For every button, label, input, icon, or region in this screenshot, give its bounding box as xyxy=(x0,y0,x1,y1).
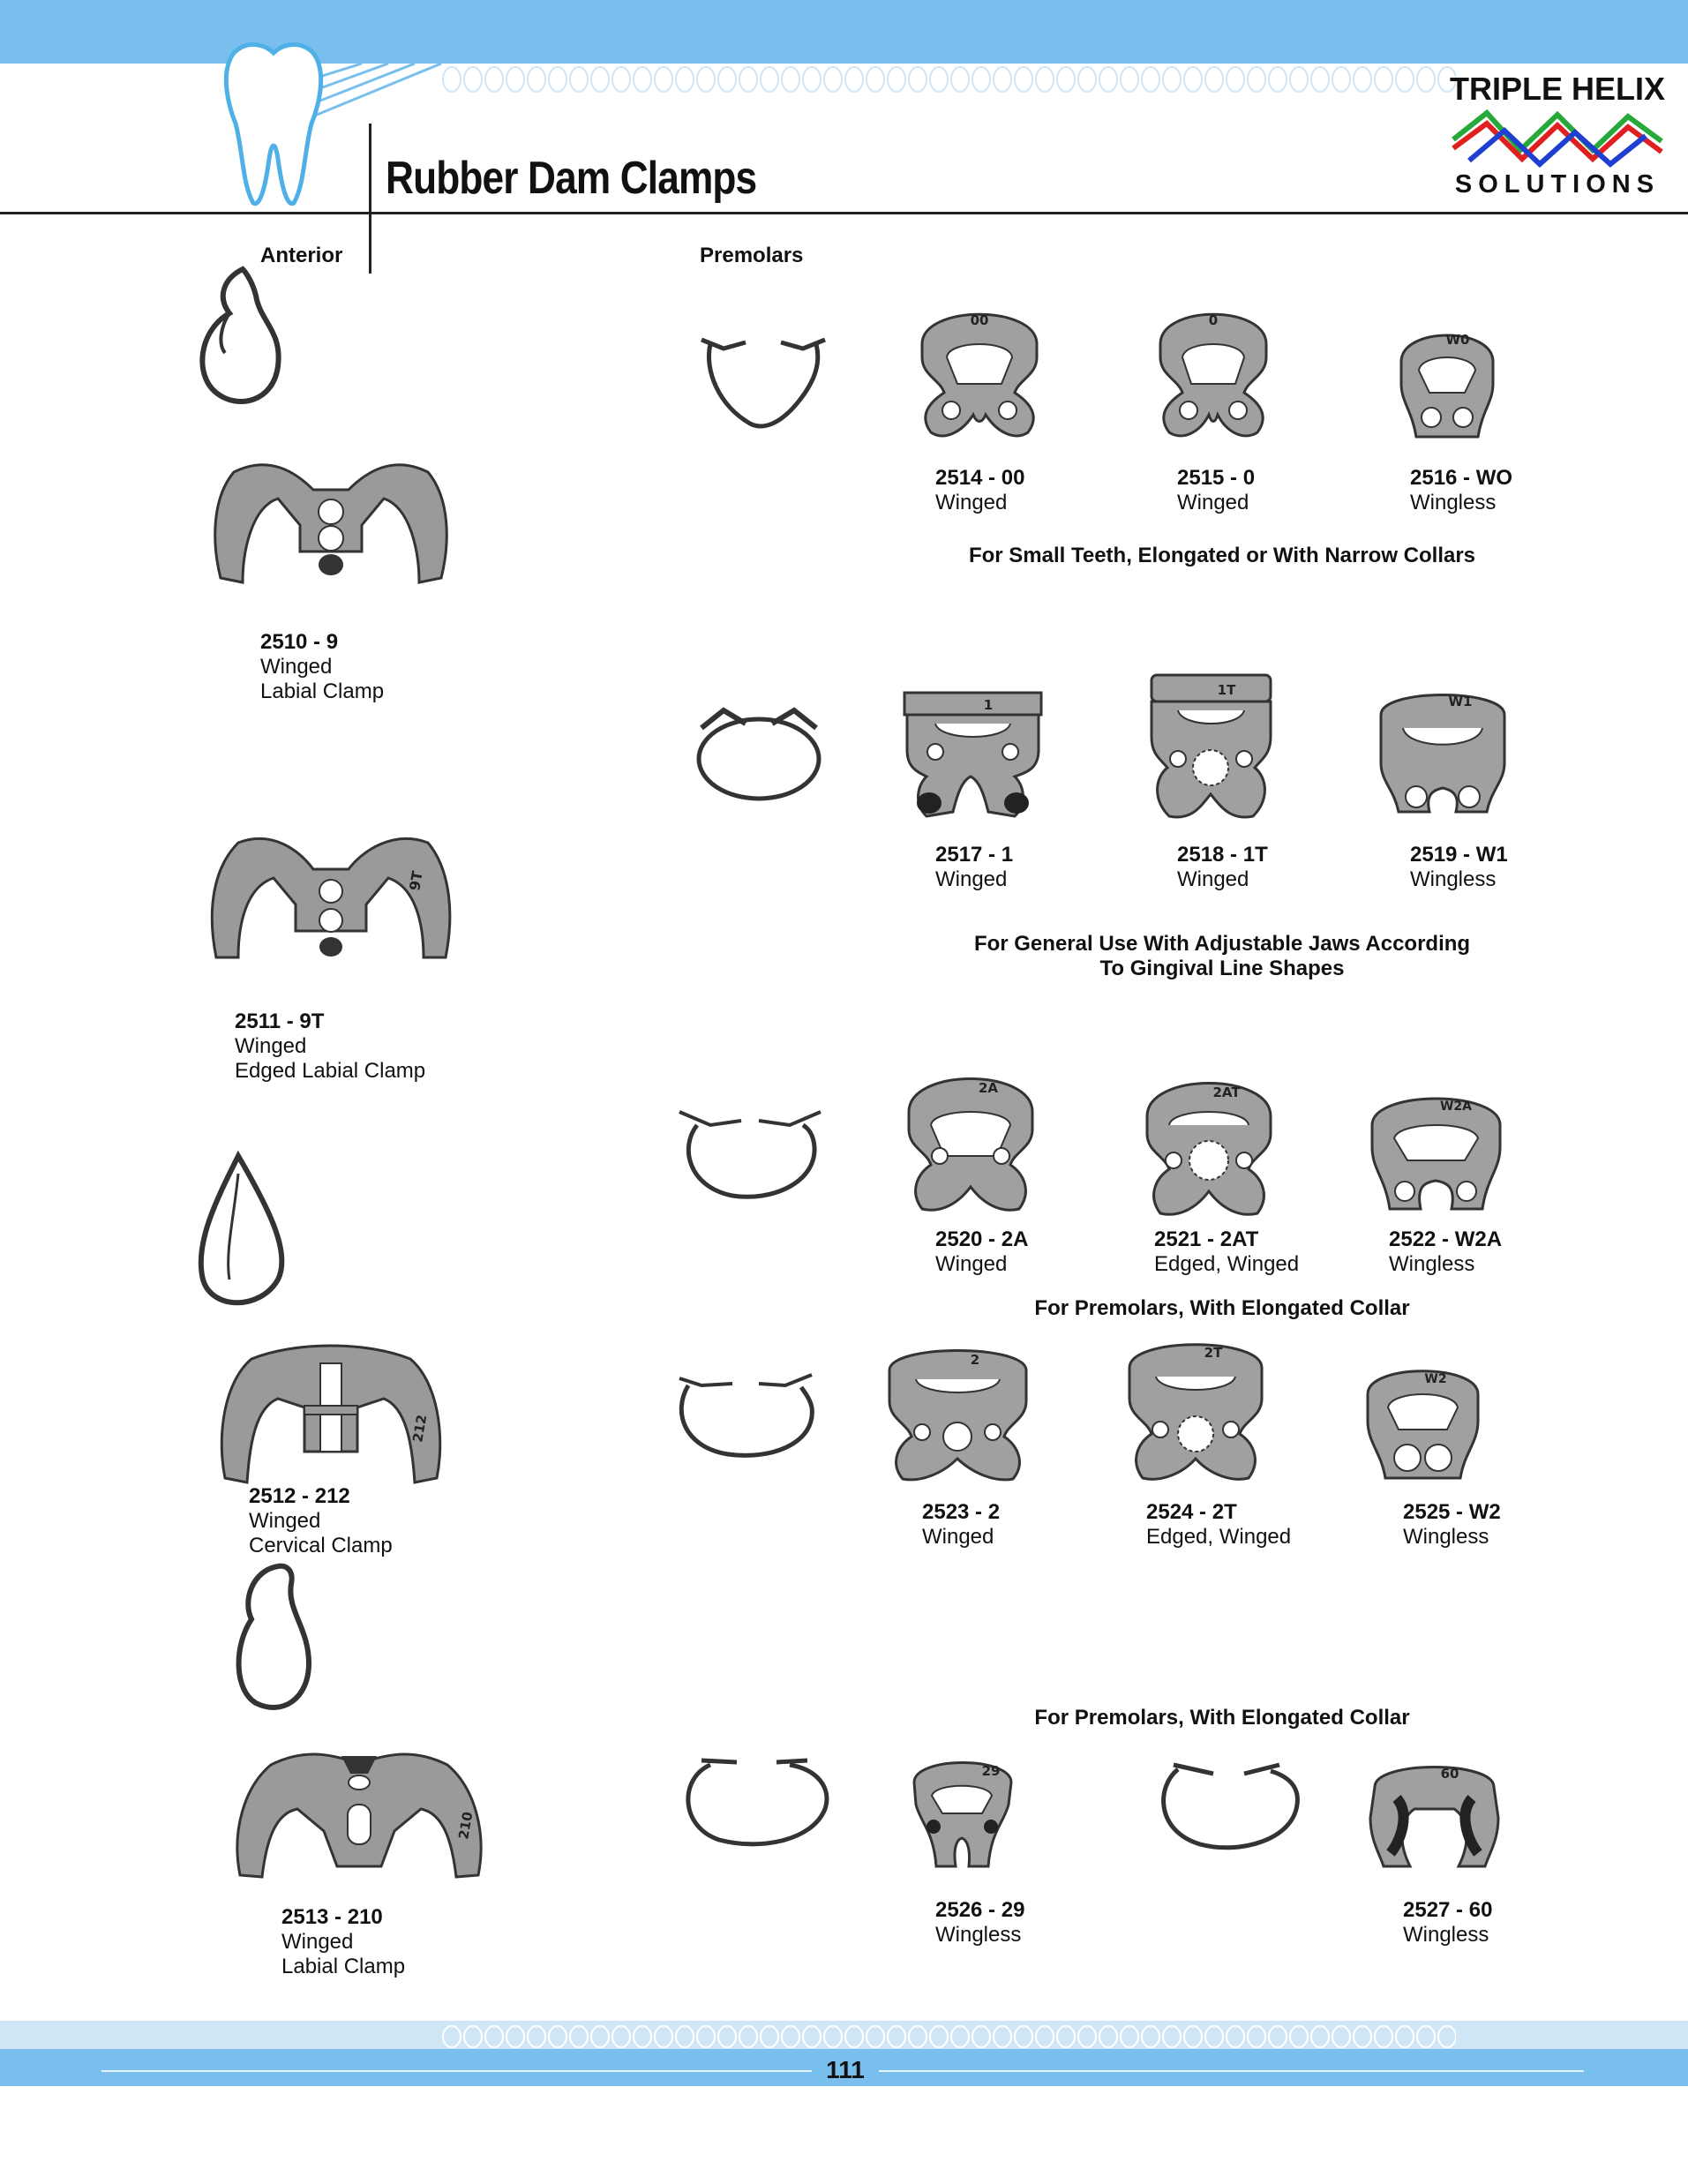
header-rule xyxy=(0,212,1688,214)
product-label-2521 xyxy=(1154,1227,1299,1277)
clamp-side-view-image xyxy=(688,702,829,807)
usage-note: For Premolars, With Elongated Collar xyxy=(1034,1296,1410,1320)
product-label-2524 xyxy=(1146,1500,1291,1550)
product-desc: Edged Labial Clamp xyxy=(235,1059,426,1083)
product-type: Winged xyxy=(935,491,1008,514)
product-code: 2511 - 9T xyxy=(235,1009,325,1033)
product-type: Wingless xyxy=(1389,1252,1475,1276)
product-type: Winged xyxy=(235,1034,307,1058)
header-vertical-rule xyxy=(369,124,371,274)
product-label-2527 xyxy=(1403,1898,1492,1948)
usage-note: For Premolars, With Elongated Collar xyxy=(1034,1706,1410,1730)
section-premolars: Premolars xyxy=(700,244,804,267)
product-label-2513 xyxy=(281,1905,405,1979)
product-code: 2517 - 1 xyxy=(935,843,1014,867)
stamp-label: 1T xyxy=(1217,682,1236,698)
product-label-2516 xyxy=(1410,466,1512,515)
decorative-ring-band xyxy=(441,2024,1456,2049)
product-code: 2526 - 29 xyxy=(935,1898,1025,1922)
stamp-label: W2A xyxy=(1439,1100,1473,1114)
stamp-label: W2 xyxy=(1424,1372,1447,1386)
product-type: Wingless xyxy=(1410,867,1497,891)
decorative-ring-band xyxy=(441,64,1456,95)
product-label-2520 xyxy=(935,1227,1028,1277)
clamp-image xyxy=(885,1340,1031,1485)
product-label-2523 xyxy=(922,1500,1000,1550)
product-code: 2524 - 2T xyxy=(1146,1500,1237,1524)
product-code: 2522 - W2A xyxy=(1389,1227,1503,1251)
stamp-label: 29 xyxy=(981,1763,1001,1779)
product-label-2518 xyxy=(1177,843,1268,892)
product-code: 2521 - 2AT xyxy=(1154,1227,1259,1251)
product-label-2510 xyxy=(260,630,384,704)
clamp-image xyxy=(900,1059,1041,1218)
clamp-image xyxy=(203,816,459,971)
product-type: Wingless xyxy=(1403,1525,1489,1549)
stamp-label: W0 xyxy=(1445,332,1470,348)
stamp-label: 212 xyxy=(409,1413,431,1444)
stamp-label: 00 xyxy=(970,312,989,328)
product-code: 2515 - 0 xyxy=(1177,466,1256,490)
clamp-side-view-image xyxy=(190,260,296,415)
product-code: 2525 - W2 xyxy=(1403,1500,1501,1524)
product-code: 2519 - W1 xyxy=(1410,843,1508,867)
logo-zigzag-icon xyxy=(1452,106,1663,168)
clamp-image xyxy=(1143,671,1279,825)
product-type: Winged xyxy=(1177,491,1249,514)
page-title: Rubber Dam Clamps xyxy=(386,153,757,204)
product-desc: Labial Clamp xyxy=(281,1955,406,1978)
logo-text-top: TRIPLE HELIX xyxy=(1449,71,1666,107)
product-type: Winged xyxy=(1177,867,1249,891)
clamp-side-view-image xyxy=(697,318,829,432)
clamp-image xyxy=(1152,291,1275,446)
clamp-image xyxy=(900,688,1046,821)
usage-note: For Small Teeth, Elongated or With Narrow Collars xyxy=(968,544,1476,567)
product-desc: Labial Clamp xyxy=(260,679,385,703)
product-type: Winged xyxy=(281,1930,354,1954)
product-type: Wingless xyxy=(1410,491,1497,514)
stamp-label: 2AT xyxy=(1212,1084,1241,1100)
clamp-image xyxy=(907,1752,1017,1875)
product-type: Edged, Winged xyxy=(1146,1525,1292,1549)
stamp-label: 2A xyxy=(978,1080,999,1096)
clamp-side-view-image xyxy=(225,1557,322,1716)
product-label-2511 xyxy=(235,1009,425,1084)
product-label-2522 xyxy=(1389,1227,1502,1277)
clamp-image xyxy=(1363,1359,1482,1487)
stamp-label: 9T xyxy=(406,869,426,892)
product-code: 2510 - 9 xyxy=(260,630,339,654)
clamp-side-view-image xyxy=(675,1743,834,1853)
stamp-label: 210 xyxy=(455,1810,476,1841)
product-type: Winged xyxy=(249,1509,321,1533)
logo-text-bottom: SOLUTIONS xyxy=(1454,170,1661,199)
product-type: Edged, Winged xyxy=(1154,1252,1300,1276)
clamp-side-view-image xyxy=(675,1094,825,1205)
product-type: Winged xyxy=(922,1525,994,1549)
stamp-label: 60 xyxy=(1440,1766,1459,1782)
usage-note-line: For General Use With Adjustable Jaws According xyxy=(973,932,1471,956)
clamp-image xyxy=(1377,684,1509,821)
product-type: Winged xyxy=(935,867,1008,891)
clamp-image xyxy=(1394,313,1500,446)
product-label-2525 xyxy=(1403,1500,1501,1550)
clamp-image xyxy=(216,1337,446,1491)
product-label-2512 xyxy=(249,1484,393,1558)
product-code: 2512 - 212 xyxy=(249,1484,350,1508)
stamp-label: 2 xyxy=(970,1352,980,1368)
product-code: 2523 - 2 xyxy=(922,1500,1001,1524)
usage-note xyxy=(882,932,1562,981)
clamp-image xyxy=(207,446,454,596)
product-type: Winged xyxy=(260,655,333,679)
product-label-2515 xyxy=(1177,466,1255,515)
product-code: 2520 - 2A xyxy=(935,1227,1029,1251)
clamp-image xyxy=(913,291,1046,446)
usage-note-line: To Gingival Line Shapes xyxy=(1099,957,1345,980)
product-type: Wingless xyxy=(935,1923,1022,1947)
product-code: 2516 - WO xyxy=(1410,466,1513,490)
clamp-side-view-image xyxy=(671,1359,821,1465)
stamp-label: 0 xyxy=(1208,312,1219,328)
clamp-image xyxy=(1138,1063,1279,1222)
clamp-image xyxy=(1368,1085,1504,1218)
section-anterior: Anterior xyxy=(260,244,343,267)
product-label-2517 xyxy=(935,843,1013,892)
product-type: Wingless xyxy=(1403,1923,1489,1947)
product-label-2519 xyxy=(1410,843,1508,892)
clamp-image xyxy=(231,1734,487,1884)
product-code: 2527 - 60 xyxy=(1403,1898,1493,1922)
product-label-2514 xyxy=(935,466,1024,515)
product-code: 2513 - 210 xyxy=(281,1905,383,1929)
clamp-side-view-image xyxy=(190,1147,296,1315)
product-code: 2518 - 1T xyxy=(1177,843,1268,867)
product-desc: Cervical Clamp xyxy=(249,1534,393,1557)
stamp-label: 2T xyxy=(1204,1345,1223,1361)
clamp-image xyxy=(1366,1756,1503,1871)
product-label-2526 xyxy=(935,1898,1024,1948)
clamp-side-view-image xyxy=(1152,1752,1302,1858)
brand-logo xyxy=(1443,71,1672,203)
stamp-label: 1 xyxy=(983,697,994,713)
clamp-image xyxy=(1125,1332,1266,1487)
product-code: 2514 - 00 xyxy=(935,466,1025,490)
product-type: Winged xyxy=(935,1252,1008,1276)
stamp-label: W1 xyxy=(1448,694,1473,709)
page-number: 111 xyxy=(812,2056,879,2084)
tooth-icon xyxy=(216,35,331,212)
